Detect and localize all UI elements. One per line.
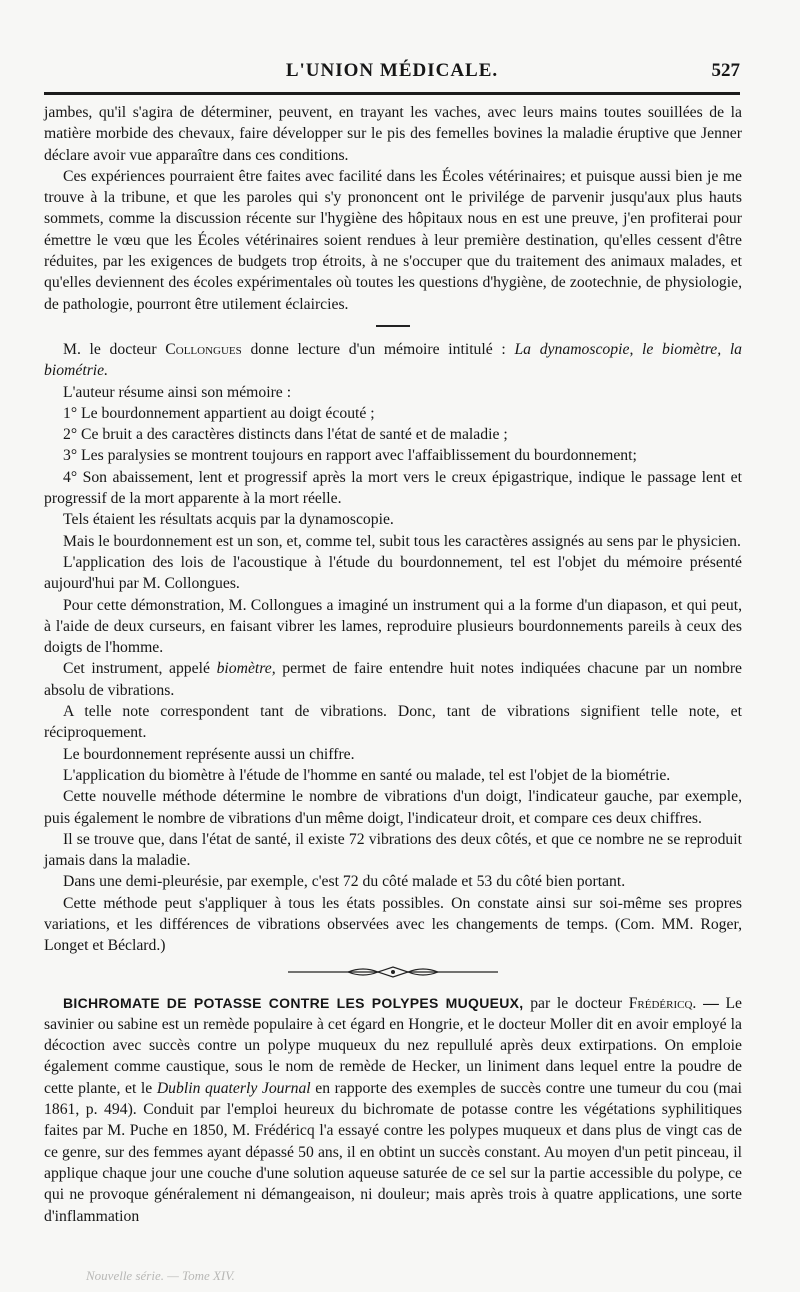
journal-name: Dublin quaterly Journal [156,1079,311,1097]
paragraph: Le bourdonnement représente aussi un chiffre. [63,745,355,763]
section-divider [376,325,410,327]
paragraph: Tels étaient les résultats acquis par la dynamoscopie. [63,511,394,529]
paragraph: Pour cette démonstration, M. Collongues a imaginé un instrument qui a la forme d'un diapason, et qui peut, à l'aide de deux curseurs, en faisant vibrer les lames, reproduire plusieurs bourdonnements pareils à ceux des doigts de l'homme. [44,596,742,657]
article-text: Le savinier ou sabine est un remède populaire à cet égard en Hongrie, et le docteur Moller dit en avoir employé la décoction avec succès contre un polype muqueux du nez repullulé après deux extirpations. On emploie également comme caustique, sous le nom de remède de Hecker, un liniment dans lequel entre la poudre de cette plante, et le [44,994,742,1097]
paragraph: L'application du biomètre à l'étude de l'homme en santé ou malade, tel est l'objet de la biométrie. [63,766,671,784]
page-number: 527 [711,60,740,81]
instrument-text: permet de faire entendre huit notes indiquées chacune par un nombre absolu de vibrations. [44,660,743,699]
journal-title: L'UNION MÉDICALE. [285,60,499,81]
paragraph: Cette méthode peut s'appliquer à tous les états possibles. On constate ainsi sur soi-même ses propres variations, et les différences de vibrations observées avec les changements de temps. (Com. MM. Roger, Longet et Béclard.) [44,894,742,955]
author-name: Collongues [165,340,242,358]
byline-prefix: par le docteur [530,994,622,1012]
paragraph: A telle note correspondent tant de vibrations. Donc, tant de vibrations signifient telle note, et réciproquement. [44,703,742,742]
instrument-prefix: Cet instrument, appelé [63,660,210,678]
article-body [44,102,742,1227]
summary-point: 4° Son abaissement, lent et progressif après la mort vers le creux épigastrique, indique le passage lent et progressif de la mort apparente à la mort réelle. [44,468,742,508]
paragraph: Il se trouve que, dans l'état de santé, il existe 72 vibrations des deux côtés, et que ce nombre ne se reproduit jamais dans la maladie. [44,830,742,870]
summary-point: 3° Les paralysies se montrent toujours en rapport avec l'affaiblissement du bourdonnement; [63,447,637,465]
paragraph: Cette nouvelle méthode détermine le nombre de vibrations d'un doigt, l'indicateur gauche, par exemple, puis également le nombre de vibrations d'un même doigt, l'indicateur droit, et compare ces deux chiffres. [44,788,742,827]
article-heading: BICHROMATE DE POTASSE CONTRE LES POLYPES MUQUEUX, [63,994,524,1011]
running-header [44,60,740,95]
bichromate-article [44,993,742,1227]
intro-text: donne lecture d'un mémoire intitulé : [250,340,506,358]
instrument-paragraph [44,658,742,701]
paragraph: jambes, qu'il s'agira de déterminer, peuvent, en trayant les vaches, avec leurs mains toutes souillées de la matière morbide des chevaux, faire développer sur le pis des femelles bovines la maladie éruptive que Jenner déclare avoir vue apparaître dans ces conditions. [44,104,742,164]
intro-prefix: M. le docteur [63,340,157,358]
memoire-title: La dynamoscopie, le biomètre, la biométrie. [44,340,743,380]
article-text: en rapporte des exemples de succès contre une tumeur du cou (mai 1861, p. 494). Conduit par l'emploi heureux du bichromate de potasse contre les végétations syphilitiques faites par M. Puche en 1850, M. Frédéricq l'a essayé contre les polypes muqueux et dans plus de vingt cas de ce genre, sur des femmes ayant dépassé 50 ans, il en obtint un succès constant. Au moyen d'un petit pinceau, il applique chaque jour une couche d'une solution aqueuse saturée de ce sel sur la partie accessible du polype, ce qui ne provoque généralement ni démangeaison, ni douleur; mais après trois à quatre applications, une sorte d'inflammation [44,1079,743,1225]
byline-author: Frédéricq. [628,994,697,1012]
instrument-name: biomètre, [216,660,276,678]
paragraph: Ces expériences pourraient être faites avec facilité dans les Écoles vétérinaires; et puisque aussi bien je me trouve à la tribune, et que les paroles qui s'y prononcent ont le privilége de parvenir jusqu'aux plus hauts sommets, comme la discussion récente sur l'hygiène des hôpitaux nous en est une preuve, j'en profiterai pour émettre le vœu que les Écoles vétérinaires soient rendues à leur première destination, qu'elles cessent d'être réduites, par les exigences de budgets trop étroits, à ne s'occuper que du traitement des animaux malades, et qu'elles deviennent des écoles expérimentales où toutes les questions d'hygiène, de zootechnie, de physiologie, de pathologie, pourront être utilement éclaircies. [44,167,742,313]
summary-intro: L'auteur résume ainsi son mémoire : [63,383,292,401]
footer-signature: Nouvelle série. — Tome XIV. [86,1268,235,1283]
paragraph: L'application des lois de l'acoustique à l'étude du bourdonnement, tel est l'objet du mémoire présenté aujourd'hui par M. Collongues. [44,553,742,593]
em-dash: — [703,994,719,1012]
summary-point: 1° Le bourdonnement appartient au doigt écouté ; [63,404,375,422]
ornamental-divider [288,965,498,979]
memoire-intro [44,339,742,382]
paragraph: Mais le bourdonnement est un son, et, comme tel, subit tous les caractères assignés au sens par le physicien. [63,532,741,550]
summary-point: 2° Ce bruit a des caractères distincts dans l'état de santé et de maladie ; [63,426,508,444]
paragraph: Dans une demi-pleurésie, par exemple, c'est 72 du côté malade et 53 du côté bien portant. [63,873,626,891]
